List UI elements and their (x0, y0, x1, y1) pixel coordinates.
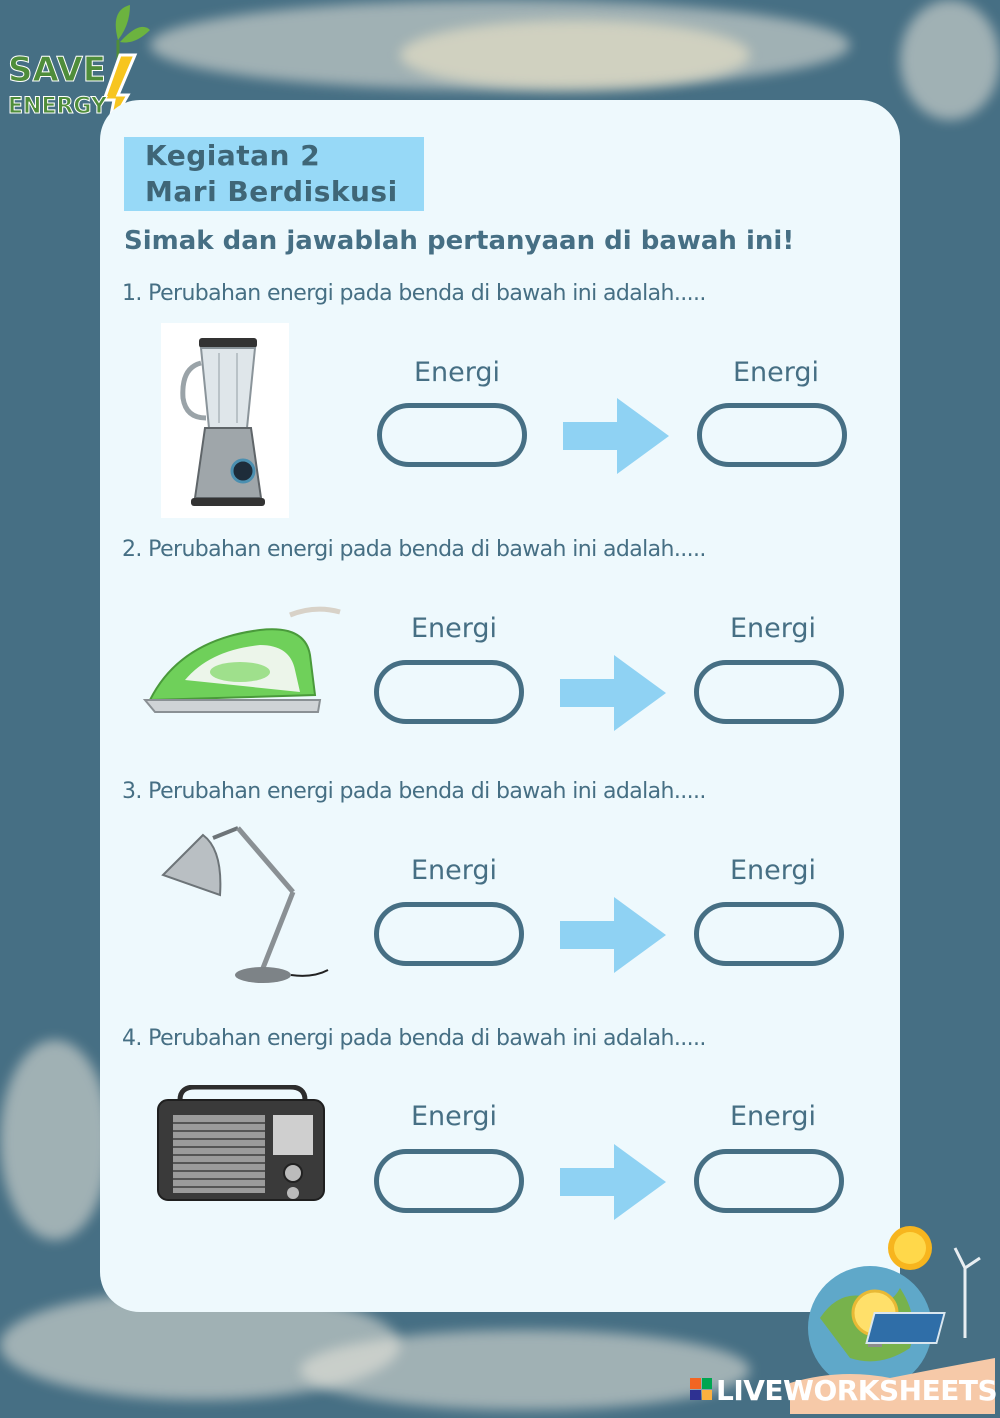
question-2-text: 2. Perubahan energi pada benda di bawah ini adalah..... (122, 537, 706, 562)
from-energy-label: Energi (411, 855, 498, 886)
iron-image (140, 600, 345, 720)
background-cloud (0, 1040, 110, 1240)
question-1-text: 1. Perubahan energi pada benda di bawah ini adalah..... (122, 281, 706, 306)
to-energy-label: Energi (730, 1101, 817, 1132)
arrow-right-icon (563, 398, 669, 474)
from-energy-label: Energi (414, 357, 501, 388)
logo-save-text: SAVE (8, 50, 107, 90)
liveworksheets-logo-icon (690, 1378, 712, 1400)
instruction-text: Simak dan jawablah pertanyaan di bawah ini! (124, 226, 795, 256)
arrow-right-icon (560, 897, 666, 973)
to-energy-input[interactable] (694, 660, 844, 724)
from-energy-label: Energi (411, 1101, 498, 1132)
from-energy-input[interactable] (374, 902, 524, 966)
background-cloud (400, 20, 750, 90)
activity-subtitle: Mari Berdiskusi (145, 175, 398, 208)
liveworksheets-watermark: LIVEWORKSHEETS (716, 1374, 998, 1407)
background-cloud (900, 0, 1000, 120)
activity-title: Kegiatan 2 (145, 139, 321, 172)
to-energy-input[interactable] (694, 902, 844, 966)
to-energy-label: Energi (733, 357, 820, 388)
question-4-text: 4. Perubahan energi pada benda di bawah ini adalah..... (122, 1026, 706, 1051)
logo-energy-text: ENERGY (8, 94, 107, 119)
to-energy-label: Energi (730, 855, 817, 886)
arrow-right-icon (560, 1144, 666, 1220)
from-energy-label: Energi (411, 613, 498, 644)
desk-lamp-image (158, 820, 333, 992)
blender-image (161, 323, 289, 518)
from-energy-input[interactable] (374, 660, 524, 724)
to-energy-input[interactable] (694, 1149, 844, 1213)
from-energy-input[interactable] (377, 403, 527, 467)
from-energy-input[interactable] (374, 1149, 524, 1213)
to-energy-label: Energi (730, 613, 817, 644)
background-cloud (300, 1330, 750, 1410)
arrow-right-icon (560, 655, 666, 731)
question-3-text: 3. Perubahan energi pada benda di bawah ini adalah..... (122, 779, 706, 804)
to-energy-input[interactable] (697, 403, 847, 467)
radio-image (155, 1085, 327, 1205)
